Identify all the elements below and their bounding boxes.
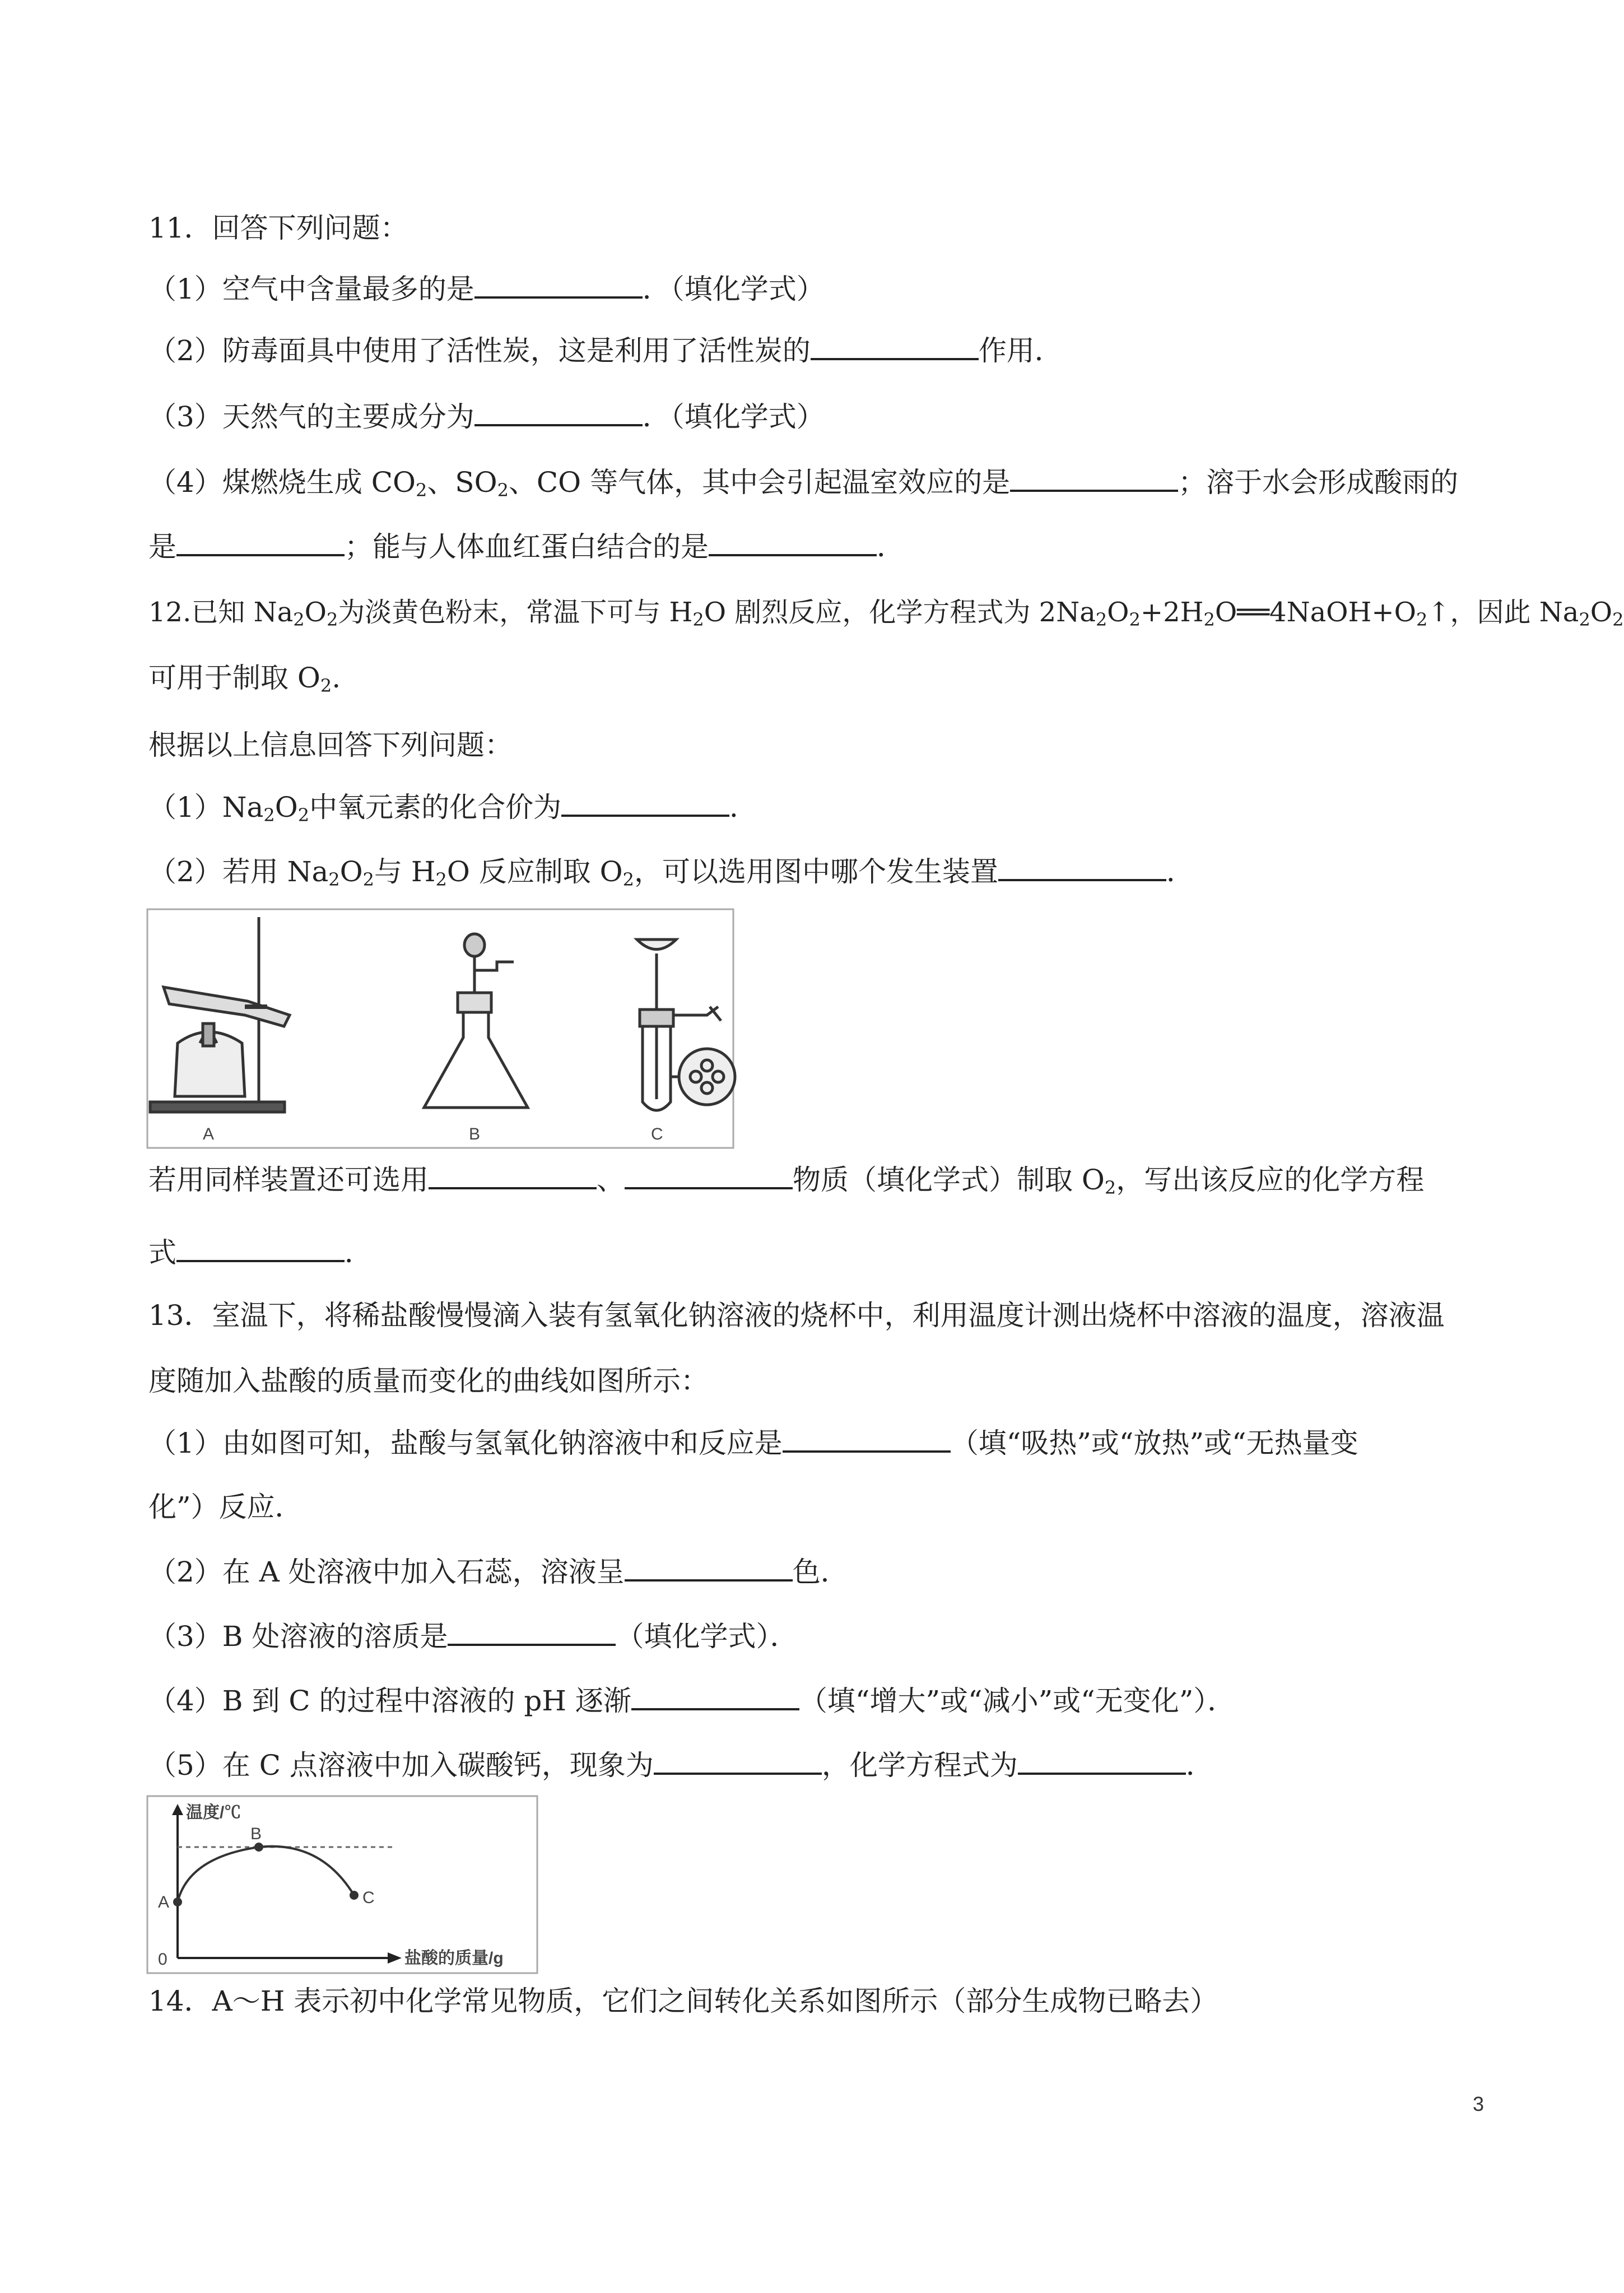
point-a-label: A: [158, 1893, 170, 1911]
q12-part3: 若用同样装置还可选用 、 物质（填化学式）制取 $O_2$，写出该反应的化学方程: [148, 1164, 1425, 1198]
answer-blank[interactable]: [474, 272, 643, 299]
answer-blank[interactable]: [176, 1235, 345, 1262]
q13-part2: （2）在 A 处溶液中加入石蕊，溶液呈 色．: [148, 1556, 849, 1588]
q13-part5: （5）在 C 点溶液中加入碳酸钙，现象为 ，化学方程式为 ．: [148, 1749, 1214, 1782]
apparatus-a: [150, 917, 290, 1112]
q12-intro: 根据以上信息回答下列问题：: [148, 729, 513, 761]
q11-part3: （3）天然气的主要成分为 ．（填化学式）: [148, 401, 825, 433]
point-c-label: C: [362, 1889, 375, 1907]
q13-statement-cont: 度随加入盐酸的质量而变化的曲线如图所示：: [148, 1365, 709, 1397]
q11-part4-cont: 是 ；能与人体血红蛋白结合的是 ．: [148, 531, 905, 563]
q11-part2: （2）防毒面具中使用了活性炭，这是利用了活性炭的 作用．: [148, 334, 1063, 367]
point-b-label: B: [250, 1825, 262, 1843]
point-c: [350, 1891, 359, 1900]
q12-part2: （2）若用 $Na_2O_2$与 $H_2O$ 反应制取 $O_2$，可以选用图中哪个发生装置 ．: [148, 855, 1194, 890]
q11-title: 11．回答下列问题：: [148, 212, 408, 244]
apparatus-figure: [147, 909, 735, 1150]
y-axis-label: 温度/℃: [186, 1803, 241, 1822]
answer-blank[interactable]: [176, 529, 345, 556]
figure-border: [147, 1796, 537, 1973]
q12-statement-cont: 可用于制取 $O_2$.: [148, 662, 341, 696]
answer-blank[interactable]: [625, 1162, 793, 1189]
answer-blank[interactable]: [709, 529, 877, 556]
temperature-graph: [147, 1796, 539, 1975]
apparatus-b: [424, 934, 528, 1108]
answer-blank[interactable]: [429, 1162, 597, 1189]
answer-blank[interactable]: [625, 1555, 793, 1582]
apparatus-label-b: B: [469, 1125, 481, 1143]
q13-statement: 13．室温下，将稀盐酸慢慢滴入装有氢氧化钠溶液的烧杯中，利用温度计测出烧杯中溶液的温度，溶液温: [148, 1299, 1445, 1332]
q14-statement: 14．A～H 表示初中化学常见物质，它们之间转化关系如图所示（部分生成物已略去）: [148, 1985, 1218, 2017]
y-axis-arrow: [172, 1804, 183, 1815]
answer-blank[interactable]: [631, 1683, 799, 1710]
point-a: [173, 1897, 182, 1906]
q11-part4: （4）煤燃烧生成 $CO_2$、$SO_2$、CO 等气体，其中会引起温室效应的是 ；溶于水会形成酸雨的: [148, 466, 1459, 501]
temperature-curve: [178, 1847, 354, 1902]
q12-part3-cont: 式 ．: [148, 1236, 373, 1269]
origin-label: 0: [158, 1950, 167, 1969]
answer-blank[interactable]: [654, 1748, 822, 1775]
q11-part1: （1）空气中含量最多的是 ．（填化学式）: [148, 273, 825, 305]
q13-part3: （3）B 处溶液的溶质是 （填化学式）．: [148, 1620, 798, 1653]
answer-blank[interactable]: [783, 1426, 951, 1453]
q13-part4: （4）B 到 C 的过程中溶液的 pH 逐渐 （填“增大”或“减小”或“无变化”）．: [148, 1685, 1236, 1717]
x-axis-arrow: [388, 1952, 402, 1964]
q13-part1-cont: 化”）反应．: [148, 1491, 303, 1523]
point-b: [254, 1843, 263, 1852]
answer-blank[interactable]: [1010, 465, 1178, 492]
answer-blank[interactable]: [474, 399, 643, 426]
q13-part1: （1）由如图可知，盐酸与氢氧化钠溶液中和反应是 （填“吸热”或“放热”或“无热量变: [148, 1427, 1358, 1459]
apparatus-label-a: A: [203, 1125, 215, 1143]
answer-blank[interactable]: [561, 790, 729, 817]
answer-blank[interactable]: [811, 333, 979, 360]
q12-part1: $(1)Na_2O_2$中氧元素的化合价为 ．: [148, 791, 758, 826]
answer-blank[interactable]: [1018, 1748, 1186, 1775]
q12-statement: 12.已知 $Na_2O_2$为淡黄色粉末，常温下可与 $H_2O$ 剧烈反应，化学方程式为 $2Na_2O_2+2H_2O══4NaOH+O_2↑$，因此 $Na_2O_2$: [148, 597, 1624, 630]
apparatus-c: [637, 939, 735, 1110]
answer-blank[interactable]: [998, 854, 1166, 881]
page-number: 3: [1472, 2092, 1484, 2115]
x-axis-label: 盐酸的质量/g: [404, 1949, 504, 1968]
answer-blank[interactable]: [448, 1619, 616, 1646]
apparatus-label-c: C: [651, 1125, 663, 1143]
